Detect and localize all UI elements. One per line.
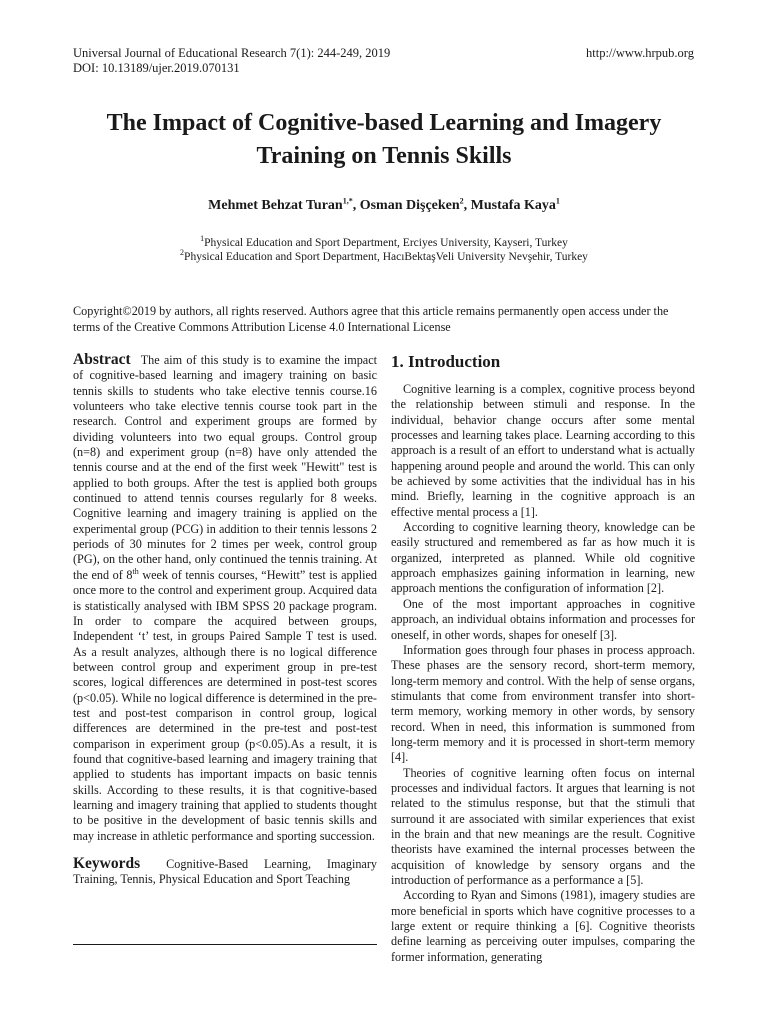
abstract-label: Abstract: [73, 351, 131, 368]
author-name: Mustafa Kaya: [470, 198, 556, 213]
intro-paragraph: One of the most important approaches in cognitive approach, an individual obtains information and processes for oneself, in other words, shapes for oneself [3].: [391, 596, 695, 642]
paper-title: [40, 107, 728, 173]
affiliation-number: 1: [200, 234, 205, 244]
right-column: [391, 352, 695, 965]
abstract-text-part-2: week of tennis courses, “Hewitt” test is applied once more to the control and experiment group. Acquired data is statistically analysed with IBM SPSS 20 package program. In order to compare the acquired between groups, Independent ‘t’ test, in groups Paired Sample T test is used. As a result analyzes, although there is no logical difference between control group and experiment group in pre-test scores, logical differences are determined in post-test scores (p<0.05). While no logical difference is determined in the pre-test and post-test comparison in control group, logical differences are determined in the pre-test and post-test comparison in experiment group (p<0.05).As a result, it is found that cognitive-based learning and imagery training that applied to students has important impacts on basic tennis skills. According to these results, it is that cognitive-based learning and imagery training that applied to students thought to be positive in the development of basic tennis skills and may increase in athletic performance and sporting succession.: [73, 567, 377, 843]
intro-paragraph: Information goes through four phases in process approach. These phases are the sensory record, short-term memory, long-term memory and control. With the help of sense organs, stimulants that come from environment transfer into short-term memory, working memory in other words, by sensory record. When in need, this information is summoned from long-term memory and it is processed in short-term memory [4].: [391, 642, 695, 765]
section-heading-introduction: 1. Introduction: [391, 352, 501, 371]
journal-citation: Universal Journal of Educational Research 7(1): 244-249, 2019: [73, 46, 391, 60]
intro-paragraph: Cognitive learning is a complex, cognitive process beyond the relationship between stimuli and response. In the individual, behavior change occurs after some mental processes and learning takes place. Learning according to this approach is a result of an effort to understand what is actually happening around people and around the world. This can only be achieved by some activities that the individual has in his mind. Briefly, learning in the cognitive approach is an effective mental process a [1].: [391, 382, 695, 519]
title-line-1: The Impact of Cognitive-based Learning and Imagery: [106, 110, 662, 136]
author-affiliation-mark: 1: [555, 196, 560, 206]
intro-paragraph: Theories of cognitive learning often focus on internal processes and individual factors. It argues that learning is not related to the stimulus response, but that the stimuli that surround it are associated with similar experiences that exist in the brain and that new meanings are the result. Cognitive theorists have examined the internal processes between the acquisition of knowledge by sensory organs and the introduction of performance as a performance a [5].: [391, 765, 695, 887]
copyright-notice: Copyright©2019 by authors, all rights reserved. Authors agree that this article remains permanently open access under the terms of the Creative Commons Attribution License 4.0 International License: [73, 304, 669, 334]
intro-paragraph: According to Ryan and Simons (1981), imagery studies are more beneficial in sports which have cognitive processes to a large extent or require thinking a [6]. Cognitive theorists define learning as perceiving outer impulses, comparing the former information, generating: [391, 888, 695, 964]
keywords-text: Cognitive-Based Learning, Imaginary Training, Tennis, Physical Education and Sport Teaching: [73, 857, 377, 887]
abstract: [73, 352, 377, 844]
doi: DOI: 10.13189/ujer.2019.070131: [73, 61, 240, 75]
left-column: [73, 352, 377, 888]
author-affiliation-mark: 2: [459, 196, 464, 206]
title-line-2: Training on Tennis Skills: [256, 143, 512, 169]
author-list: Mehmet Behzat Turan$^{1,*}$, Osman Dişçeken$^2$, Mustafa Kaya$^1$: [208, 196, 560, 213]
affiliation: [40, 236, 728, 250]
author-name: Mehmet Behzat Turan: [208, 198, 343, 213]
affiliation: [40, 250, 728, 264]
column-divider-rule: [73, 944, 377, 945]
journal-url[interactable]: http://www.hrpub.org: [586, 46, 694, 60]
intro-paragraph: According to cognitive learning theory, knowledge can be easily structured and remembered as far as how much it is organized, interpreted as planned. While old cognitive approach emphasizes gaining information in learning, new approach mentions the configuration of information [2].: [391, 520, 695, 596]
keywords: [73, 856, 377, 888]
affiliation-number: 2: [180, 248, 185, 258]
abstract-text-part-1: The aim of this study is to examine the impact of cognitive-based learning and imagery training on basic tennis skills to students who take elective tennis course.16 volunteers who take elective tennis course took part in the research. Control and experiment groups are formed by dividing volunteers into two equal groups. Control group (n=8) and experiment group (n=8) have only attended the tennis course and at the end of the first week "Hewitt" test is applied to both groups. After the test is applied both groups continued to attend tennis courses regularly for 8 weeks. Cognitive learning and imagery training is applied on the experimental group (PCG) in addition to their tennis lessons 2 periods of 30 minutes for 2 times per week, control group (PG), on the other hand, only continued the tennis training. At the end of 8: [73, 353, 377, 582]
author-affiliation-mark: 1,*: [342, 196, 353, 206]
affiliation-text: Physical Education and Sport Department, Erciyes University, Kayseri, Turkey: [204, 237, 568, 249]
affiliation-text: Physical Education and Sport Department, HacıBektaşVeli University Nevşehir, Turkey: [184, 251, 588, 263]
author-name: Osman Dişçeken: [359, 198, 460, 213]
keywords-label: Keywords: [73, 855, 141, 872]
abstract-superscript: th: [132, 566, 139, 576]
